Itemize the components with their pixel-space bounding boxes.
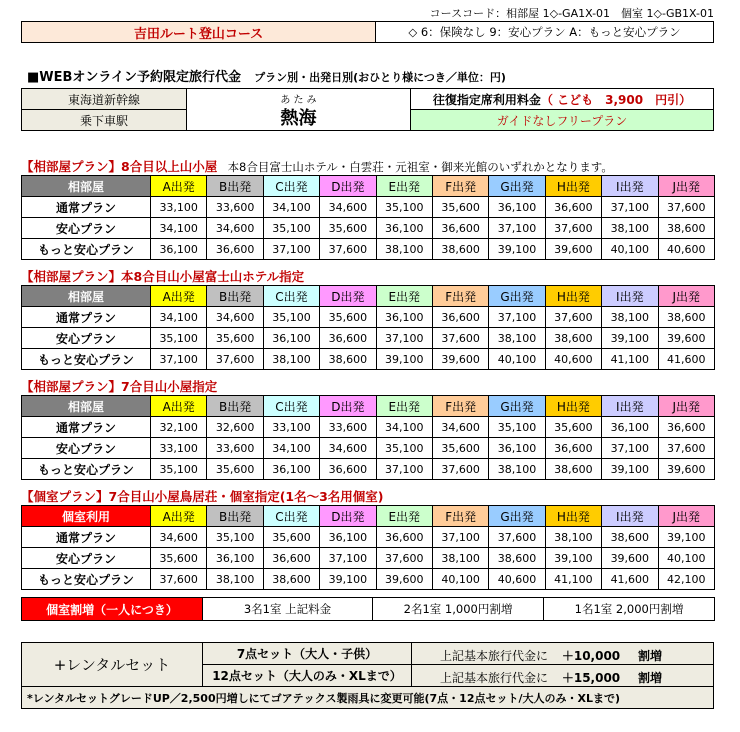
- price-cell: 32,100: [151, 417, 207, 438]
- seat-note-text: 往復指定席利用料金: [432, 92, 541, 107]
- price-cell: 34,600: [207, 307, 263, 328]
- price-cell: 33,600: [207, 197, 263, 218]
- departure-header: J出発: [658, 176, 714, 197]
- section-title: [21, 487, 384, 505]
- price-cell: 36,100: [320, 527, 376, 548]
- price-cell: 40,100: [432, 569, 488, 590]
- price-cell: 39,100: [602, 459, 658, 480]
- departure-header: F出発: [432, 286, 488, 307]
- fare-title-sub: プラン別・出発日別(おひとり様につき／単位：円): [254, 71, 506, 84]
- rental-set-text: 12点セット（大人のみ・XLまで）: [212, 669, 402, 683]
- departure-header: F出発: [432, 506, 488, 527]
- price-cell: 38,600: [602, 527, 658, 548]
- line-name: [21, 88, 187, 110]
- price-cell: 36,600: [263, 548, 319, 569]
- surcharge-item: 1名1室 2,000円割増: [544, 598, 715, 621]
- section-title: [21, 157, 613, 175]
- section-title-text: 【相部屋プラン】7合目山小屋指定: [21, 379, 218, 394]
- departure-header: G出発: [489, 396, 545, 417]
- price-cell: 39,100: [658, 527, 714, 548]
- rental-amount: ＋15,000: [561, 671, 621, 685]
- departure-header: H出発: [545, 396, 601, 417]
- price-cell: 39,100: [602, 328, 658, 349]
- plan-name: 通常プラン: [22, 417, 151, 438]
- price-cell: 37,100: [602, 197, 658, 218]
- departure-header: E出発: [376, 176, 432, 197]
- table-row: [22, 239, 715, 260]
- price-cell: 36,100: [263, 328, 319, 349]
- table-row: [22, 328, 715, 349]
- departure-header: D出発: [320, 176, 376, 197]
- price-cell: 37,100: [432, 527, 488, 548]
- price-cell: 40,100: [602, 239, 658, 260]
- guide-note-text: ガイドなしフリープラン: [496, 113, 628, 128]
- table-header-label: 相部屋: [22, 396, 151, 417]
- rental-amount: ＋10,000: [561, 649, 621, 663]
- departure-header: J出発: [658, 286, 714, 307]
- price-cell: 38,600: [320, 349, 376, 370]
- departure-header: A出発: [151, 396, 207, 417]
- price-cell: 36,100: [489, 197, 545, 218]
- course-name: [21, 21, 376, 43]
- fare-title-main: ■WEBオンライン予約限定旅行代金: [27, 70, 242, 85]
- price-cell: 37,600: [432, 459, 488, 480]
- price-cell: 39,100: [489, 239, 545, 260]
- price-cell: 41,600: [602, 569, 658, 590]
- station-label-text: 乗下車駅: [79, 113, 128, 128]
- departure-header: F出発: [432, 176, 488, 197]
- price-cell: 42,100: [658, 569, 714, 590]
- price-cell: 36,100: [602, 417, 658, 438]
- rental-divider: [21, 686, 714, 687]
- table-row: [22, 548, 715, 569]
- plan-name: もっと安心プラン: [22, 459, 151, 480]
- price-cell: 36,600: [320, 459, 376, 480]
- course-name-text: 吉田ルート登山コース: [133, 26, 264, 42]
- departure-header: J出発: [658, 506, 714, 527]
- price-cell: 37,600: [320, 239, 376, 260]
- price-cell: 38,100: [545, 527, 601, 548]
- price-cell: 41,100: [602, 349, 658, 370]
- departure-header: B出発: [207, 506, 263, 527]
- rental-title: [21, 642, 203, 686]
- price-cell: 38,600: [658, 307, 714, 328]
- price-cell: 36,600: [658, 417, 714, 438]
- price-cell: 34,600: [207, 218, 263, 239]
- table-header-label: 相部屋: [22, 286, 151, 307]
- price-cell: 38,600: [489, 548, 545, 569]
- price-cell: 37,600: [432, 328, 488, 349]
- departure-header: C出発: [263, 396, 319, 417]
- table-row: [22, 218, 715, 239]
- surcharge-table: [21, 597, 715, 621]
- station-name: 熱海: [280, 108, 317, 129]
- price-cell: 35,600: [207, 328, 263, 349]
- section-title-text: 【相部屋プラン】本8合目山小屋富士山ホテル指定: [21, 269, 305, 284]
- price-cell: 36,100: [207, 548, 263, 569]
- station-label: [21, 109, 187, 131]
- departure-header: G出発: [489, 506, 545, 527]
- departure-header: J出発: [658, 396, 714, 417]
- price-cell: 37,600: [489, 527, 545, 548]
- price-cell: 38,100: [602, 307, 658, 328]
- price-cell: 38,100: [602, 218, 658, 239]
- price-cell: 39,600: [658, 328, 714, 349]
- departure-header: B出発: [207, 176, 263, 197]
- price-cell: 37,100: [602, 438, 658, 459]
- departure-header: E出発: [376, 396, 432, 417]
- plan-name: 安心プラン: [22, 328, 151, 349]
- price-cell: 33,100: [263, 417, 319, 438]
- rental-price: [440, 647, 662, 664]
- price-cell: 34,600: [320, 438, 376, 459]
- price-cell: 41,600: [658, 349, 714, 370]
- course-code: コースコード：相部屋 1◇-GA1X-01 個室 1◇-GB1X-01: [429, 7, 714, 20]
- price-cell: 39,100: [545, 548, 601, 569]
- rental-set-text: 7点セット（大人・子供）: [236, 647, 378, 661]
- section-title-text: 【個室プラン】7合目山小屋鳥居荘・個室指定(1名～3名用個室): [21, 489, 384, 504]
- price-cell: 36,100: [489, 438, 545, 459]
- price-cell: 37,100: [151, 349, 207, 370]
- station-cell: [186, 88, 411, 131]
- table-header-label: 個室利用: [22, 506, 151, 527]
- plan-name: 通常プラン: [22, 307, 151, 328]
- price-cell: 35,100: [376, 438, 432, 459]
- price-cell: 38,100: [432, 548, 488, 569]
- price-cell: 40,600: [545, 349, 601, 370]
- rental-suffix: 割増: [637, 671, 662, 685]
- price-cell: 37,600: [545, 218, 601, 239]
- price-cell: 41,100: [545, 569, 601, 590]
- section-note: 本8合目富士山ホテル・白雲荘・元祖室・御来光館のいずれかとなります。: [227, 160, 613, 174]
- price-cell: 34,600: [432, 417, 488, 438]
- price-cell: 33,100: [151, 438, 207, 459]
- price-cell: 37,100: [320, 548, 376, 569]
- price-cell: 34,100: [151, 307, 207, 328]
- price-cell: 38,600: [658, 218, 714, 239]
- price-cell: 37,100: [376, 328, 432, 349]
- table-row: [22, 349, 715, 370]
- departure-header: C出発: [263, 286, 319, 307]
- price-cell: 38,600: [545, 459, 601, 480]
- price-cell: 37,600: [207, 349, 263, 370]
- rental-suffix: 割増: [637, 649, 662, 663]
- price-cell: 35,600: [320, 218, 376, 239]
- departure-header: A出発: [151, 506, 207, 527]
- price-cell: 39,600: [432, 349, 488, 370]
- departure-header: C出発: [263, 506, 319, 527]
- price-cell: 37,100: [263, 239, 319, 260]
- table-row: [22, 459, 715, 480]
- departure-header: B出発: [207, 286, 263, 307]
- price-cell: 34,100: [263, 197, 319, 218]
- rental-title-text: +レンタルセット: [53, 655, 171, 674]
- child-discount: （ こども 3,900 円引）: [540, 92, 692, 107]
- price-cell: 37,600: [151, 569, 207, 590]
- price-cell: 40,600: [658, 239, 714, 260]
- price-cell: 35,100: [151, 459, 207, 480]
- price-cell: 36,100: [263, 459, 319, 480]
- departure-header: E出発: [376, 506, 432, 527]
- price-cell: 39,600: [658, 459, 714, 480]
- price-cell: 35,600: [320, 307, 376, 328]
- table-header-label: 相部屋: [22, 176, 151, 197]
- price-cell: 34,100: [151, 218, 207, 239]
- plan-name: 通常プラン: [22, 197, 151, 218]
- price-cell: 33,600: [320, 417, 376, 438]
- seat-note: [410, 88, 714, 110]
- plan-name: もっと安心プラン: [22, 569, 151, 590]
- price-table: [21, 175, 715, 260]
- price-cell: 36,100: [376, 218, 432, 239]
- price-cell: 35,100: [263, 218, 319, 239]
- price-cell: 34,600: [151, 527, 207, 548]
- guide-note: [410, 109, 714, 131]
- departure-header: E出発: [376, 286, 432, 307]
- departure-header: D出発: [320, 396, 376, 417]
- departure-header: I出発: [602, 506, 658, 527]
- price-cell: 36,600: [545, 438, 601, 459]
- section-title-text: 【相部屋プラン】8合目以上山小屋: [21, 159, 218, 174]
- line-name-text: 東海道新幹線: [67, 92, 140, 107]
- rental-price: [440, 669, 662, 686]
- departure-header: A出発: [151, 176, 207, 197]
- departure-header: H出発: [545, 506, 601, 527]
- table-row: [22, 417, 715, 438]
- departure-header: D出発: [320, 506, 376, 527]
- departure-header: C出発: [263, 176, 319, 197]
- price-cell: 37,100: [489, 307, 545, 328]
- price-cell: 39,600: [602, 548, 658, 569]
- price-cell: 39,600: [376, 569, 432, 590]
- plan-legend-text: ◇ 6：保険なし 9：安心プラン A：もっと安心プラン: [408, 25, 681, 39]
- rental-note: [27, 690, 620, 706]
- station-ruby: あ た み: [280, 95, 317, 106]
- price-cell: 35,100: [489, 417, 545, 438]
- plan-name: もっと安心プラン: [22, 349, 151, 370]
- departure-header: I出発: [602, 396, 658, 417]
- section-title: [21, 267, 304, 285]
- price-cell: 39,100: [320, 569, 376, 590]
- departure-header: B出発: [207, 396, 263, 417]
- departure-header: H出発: [545, 286, 601, 307]
- table-row: [22, 569, 715, 590]
- price-cell: 38,100: [489, 328, 545, 349]
- price-cell: 33,600: [207, 438, 263, 459]
- price-cell: 35,100: [207, 527, 263, 548]
- price-cell: 35,600: [432, 197, 488, 218]
- price-cell: 34,600: [320, 197, 376, 218]
- section-title: [21, 377, 217, 395]
- departure-header: A出発: [151, 286, 207, 307]
- price-cell: 37,600: [376, 548, 432, 569]
- plan-name: 安心プラン: [22, 548, 151, 569]
- departure-header: G出発: [489, 286, 545, 307]
- departure-header: G出発: [489, 176, 545, 197]
- rental-prefix: 上記基本旅行代金に: [440, 649, 549, 663]
- surcharge-item: 3名1室 上記料金: [203, 598, 373, 621]
- price-cell: 35,600: [151, 548, 207, 569]
- price-cell: 40,600: [489, 569, 545, 590]
- price-cell: 38,100: [489, 459, 545, 480]
- rental-prefix: 上記基本旅行代金に: [440, 671, 549, 685]
- price-cell: 36,600: [320, 328, 376, 349]
- plan-name: 通常プラン: [22, 527, 151, 548]
- table-row: [22, 307, 715, 328]
- price-cell: 40,100: [658, 548, 714, 569]
- price-cell: 35,100: [151, 328, 207, 349]
- price-table: [21, 395, 715, 480]
- rental-set: [203, 665, 411, 686]
- price-cell: 35,100: [263, 307, 319, 328]
- departure-header: F出発: [432, 396, 488, 417]
- plan-legend: [375, 21, 714, 43]
- price-cell: 35,600: [207, 459, 263, 480]
- rental-note-text: *レンタルセットグレードUP／2,500円増しにてゴアテックス製雨具に変更可能(7点・12点セット/大人のみ・XLまで): [27, 692, 621, 705]
- plan-name: 安心プラン: [22, 438, 151, 459]
- price-cell: 38,600: [432, 239, 488, 260]
- rental-set: [203, 643, 411, 664]
- price-cell: 36,100: [151, 239, 207, 260]
- price-cell: 38,100: [263, 349, 319, 370]
- price-cell: 38,100: [207, 569, 263, 590]
- departure-header: H出発: [545, 176, 601, 197]
- price-cell: 33,100: [151, 197, 207, 218]
- price-cell: 37,600: [658, 438, 714, 459]
- surcharge-label: 個室割増（一人につき）: [22, 598, 203, 621]
- plan-name: もっと安心プラン: [22, 239, 151, 260]
- price-cell: 36,600: [207, 239, 263, 260]
- price-cell: 37,600: [658, 197, 714, 218]
- price-cell: 35,600: [432, 438, 488, 459]
- price-cell: 35,600: [545, 417, 601, 438]
- price-cell: 36,600: [545, 197, 601, 218]
- departure-header: D出発: [320, 286, 376, 307]
- price-cell: 34,100: [263, 438, 319, 459]
- price-cell: 35,600: [263, 527, 319, 548]
- price-cell: 36,600: [376, 527, 432, 548]
- price-table: [21, 285, 715, 370]
- price-cell: 39,600: [545, 239, 601, 260]
- price-table: [21, 505, 715, 590]
- price-cell: 35,100: [376, 197, 432, 218]
- table-row: [22, 197, 715, 218]
- price-cell: 36,100: [376, 307, 432, 328]
- price-cell: 32,600: [207, 417, 263, 438]
- price-cell: 40,100: [489, 349, 545, 370]
- price-cell: 34,100: [376, 417, 432, 438]
- table-row: [22, 527, 715, 548]
- price-cell: 37,600: [545, 307, 601, 328]
- fare-title: [27, 66, 506, 85]
- price-cell: 39,100: [376, 349, 432, 370]
- price-cell: 38,100: [376, 239, 432, 260]
- surcharge-item: 2名1室 1,000円割増: [373, 598, 544, 621]
- price-cell: 37,100: [489, 218, 545, 239]
- plan-name: 安心プラン: [22, 218, 151, 239]
- table-row: [22, 438, 715, 459]
- price-cell: 36,600: [432, 218, 488, 239]
- price-cell: 37,100: [376, 459, 432, 480]
- price-cell: 38,600: [263, 569, 319, 590]
- price-cell: 38,600: [545, 328, 601, 349]
- price-cell: 36,600: [432, 307, 488, 328]
- departure-header: I出発: [602, 286, 658, 307]
- departure-header: I出発: [602, 176, 658, 197]
